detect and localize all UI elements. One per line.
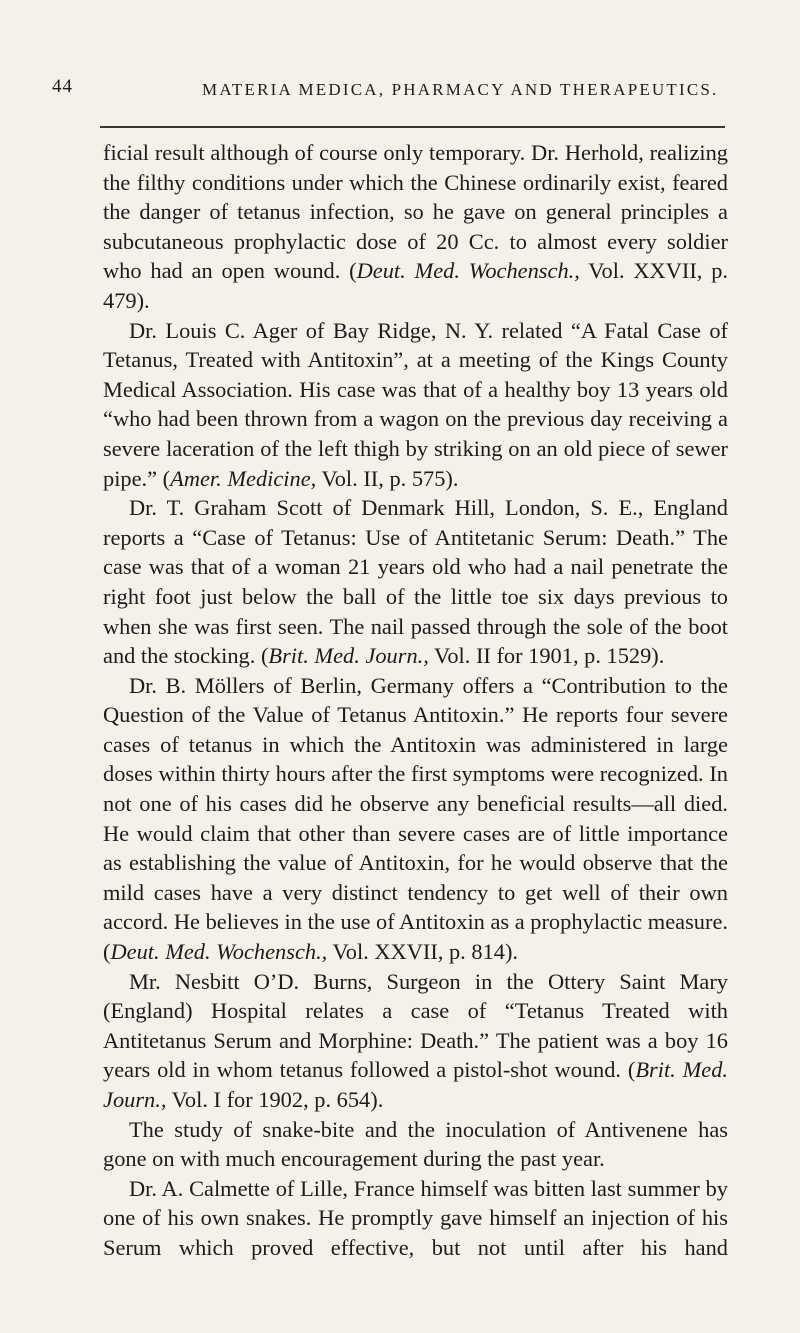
paragraph: Dr. A. Calmette of Lille, France himself was bitten last summer by one of his own snakes. He promptly gave himself an injection of his Serum which proved effective, but not until after his hand: [103, 1175, 728, 1260]
header-rule: [100, 126, 725, 128]
paragraph: Dr. B. Möllers of Berlin, Germany offers a “Contribution to the Question of the Value of Tetanus Antitoxin.” He reports four severe cases of tetanus in which the Antitoxin was administered in large doses within thirty hours after the first symptoms were recognized. In not one of his cases did he observe any beneficial results—all died. He would claim that other than severe cases are of little importance as establishing the value of Antitoxin, for he would observe that the mild cases have a very distinct tendency to get well of their own accord. He believes in the use of Antitoxin as a prophylactic measure. (Deut. Med. Wochensch., Vol. XXVII, p. 814).: [103, 672, 728, 965]
page-number: 44: [52, 76, 73, 97]
body-text: [103, 138, 728, 1263]
paragraph: Dr. T. Graham Scott of Denmark Hill, London, S. E., England reports a “Case of Tetanus: Use of Antitetanic Serum: Death.” The case was that of a woman 21 years old who had a nail penetrate the right foot just below the ball of the little toe six days previous to when she was first seen. The nail passed through the sole of the boot and the stocking. (Brit. Med. Journ., Vol. II for 1901, p. 1529).: [103, 495, 728, 669]
page-header: [52, 70, 772, 110]
paragraph: ficial result although of course only temporary. Dr. Herhold, realizing the filthy conditions under which the Chinese ordinarily exist, feared the danger of tetanus infection, so he gave on general principles a subcutaneous prophylactic dose of 20 Cc. to almost every soldier who had an open wound. (Deut. Med. Wochensch., Vol. XXVII, p. 479).: [103, 140, 728, 313]
paragraph: Dr. Louis C. Ager of Bay Ridge, N. Y. related “A Fatal Case of Tetanus, Treated with Antitoxin”, at a meeting of the Kings County Medical Association. His case was that of a healthy boy 13 years old “who had been thrown from a wagon on the previous day receiving a severe laceration of the left thigh by striking on an old piece of sewer pipe.” (Amer. Medicine, Vol. II, p. 575).: [103, 317, 728, 491]
running-head: MATERIA MEDICA, PHARMACY AND THERAPEUTICS.: [202, 80, 719, 99]
paragraph: Mr. Nesbitt O’D. Burns, Surgeon in the Ottery Saint Mary (England) Hospital relates a case of “Tetanus Treated with Antitetanus Serum and Morphine: Death.” The patient was a boy 16 years old in whom tetanus followed a pistol-shot wound. (Brit. Med. Journ., Vol. I for 1902, p. 654).: [103, 968, 728, 1112]
paragraph: The study of snake-bite and the inoculation of Antivenene has gone on with much encouragement during the past year.: [103, 1116, 728, 1172]
